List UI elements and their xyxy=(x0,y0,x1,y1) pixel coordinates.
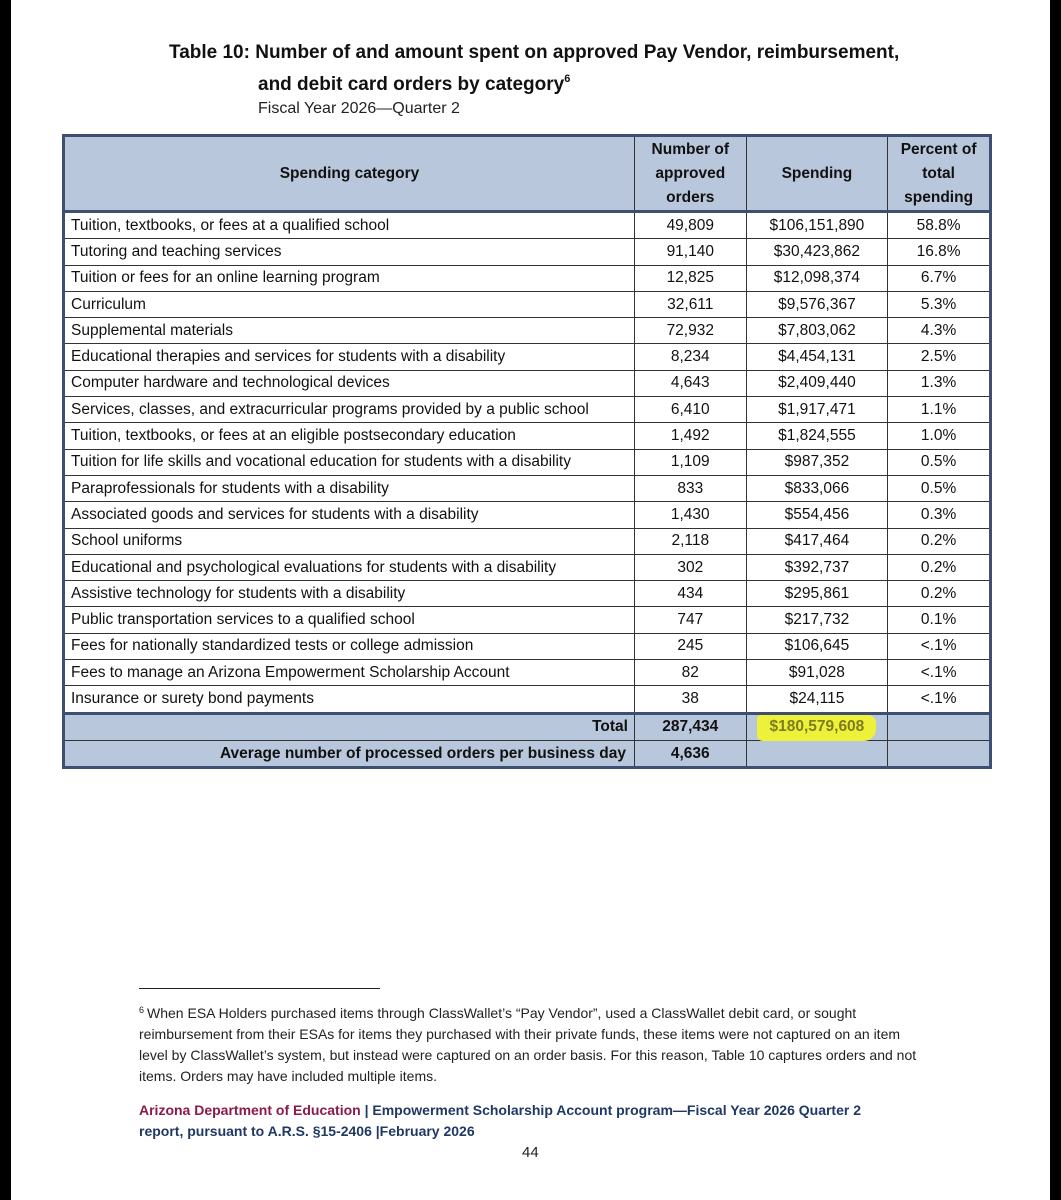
cell-spending: $91,028 xyxy=(746,660,888,686)
cell-percent: 0.5% xyxy=(888,449,991,475)
cell-category: Tuition, textbooks, or fees at an eligible postsecondary education xyxy=(64,423,635,449)
cell-orders: 6,410 xyxy=(634,397,746,423)
total-spending-highlight: $180,579,608 xyxy=(757,715,876,741)
table-title xyxy=(169,40,969,120)
header-orders-l3: orders xyxy=(666,188,715,206)
table-row xyxy=(64,370,991,396)
cell-orders: 38 xyxy=(634,686,746,713)
cell-spending: $833,066 xyxy=(746,475,888,501)
cell-category: Paraprofessionals for students with a disability xyxy=(64,475,635,501)
title-line-2 xyxy=(169,66,969,98)
cell-percent: 1.3% xyxy=(888,370,991,396)
table-row xyxy=(64,291,991,317)
cell-orders: 302 xyxy=(634,554,746,580)
footer-line-2: report, pursuant to A.R.S. §15-2406 |February 2026 xyxy=(139,1123,475,1139)
cell-orders: 4,643 xyxy=(634,370,746,396)
table-subtitle: Fiscal Year 2026—Quarter 2 xyxy=(258,100,460,117)
footer-program: Empowerment Scholarship Account program—Fiscal Year 2026 Quarter 2 xyxy=(372,1102,862,1118)
cell-orders: 1,109 xyxy=(634,449,746,475)
cell-spending: $9,576,367 xyxy=(746,291,888,317)
table-body xyxy=(64,212,991,768)
cell-category: Assistive technology for students with a disability xyxy=(64,581,635,607)
cell-category: Educational therapies and services for students with a disability xyxy=(64,344,635,370)
cell-spending: $12,098,374 xyxy=(746,265,888,291)
average-label: Average number of processed orders per business day xyxy=(64,740,635,767)
cell-percent: 58.8% xyxy=(888,212,991,239)
table-row xyxy=(64,633,991,659)
average-orders: 4,636 xyxy=(634,740,746,767)
spending-table xyxy=(62,134,992,769)
table-row xyxy=(64,239,991,265)
cell-percent: 4.3% xyxy=(888,318,991,344)
header-orders-l2: approved xyxy=(655,164,726,182)
cell-percent: 16.8% xyxy=(888,239,991,265)
table-row xyxy=(64,212,991,239)
cell-orders: 91,140 xyxy=(634,239,746,265)
cell-spending: $106,151,890 xyxy=(746,212,888,239)
cell-spending: $106,645 xyxy=(746,633,888,659)
table-row xyxy=(64,318,991,344)
total-row xyxy=(64,713,991,740)
cell-percent: <.1% xyxy=(888,633,991,659)
cell-percent: 5.3% xyxy=(888,291,991,317)
cell-percent: 0.3% xyxy=(888,502,991,528)
cell-percent: 0.2% xyxy=(888,528,991,554)
footer-dept: Arizona Department of Education xyxy=(139,1102,361,1118)
average-row xyxy=(64,740,991,767)
table-row xyxy=(64,528,991,554)
title-footnote-ref: 6 xyxy=(564,73,571,85)
table-row xyxy=(64,581,991,607)
table-row xyxy=(64,344,991,370)
total-label: Total xyxy=(64,713,635,740)
cell-category: Tuition or fees for an online learning program xyxy=(64,265,635,291)
cell-category: Tuition for life skills and vocational education for students with a disability xyxy=(64,449,635,475)
cell-category: Supplemental materials xyxy=(64,318,635,344)
cell-spending: $295,861 xyxy=(746,581,888,607)
page-footer xyxy=(139,1100,939,1142)
footnote-marker: 6 xyxy=(139,1005,145,1015)
table-row xyxy=(64,660,991,686)
cell-orders: 434 xyxy=(634,581,746,607)
cell-category: Computer hardware and technological devices xyxy=(64,370,635,396)
total-spending-cell xyxy=(746,713,888,740)
table-row xyxy=(64,265,991,291)
cell-orders: 8,234 xyxy=(634,344,746,370)
table-row xyxy=(64,449,991,475)
title-line-1: Table 10: Number of and amount spent on approved Pay Vendor, reimbursement, xyxy=(169,42,900,63)
header-orders-l1: Number of xyxy=(651,140,730,158)
cell-spending: $2,409,440 xyxy=(746,370,888,396)
cell-orders: 1,430 xyxy=(634,502,746,528)
cell-spending: $392,737 xyxy=(746,554,888,580)
cell-category: Services, classes, and extracurricular programs provided by a public school xyxy=(64,397,635,423)
cell-category: Fees for nationally standardized tests or college admission xyxy=(64,633,635,659)
footer-line-1 xyxy=(139,1100,939,1121)
title-line-2-text: and debit card orders by category xyxy=(258,74,565,95)
cell-orders: 245 xyxy=(634,633,746,659)
total-percent-empty xyxy=(888,713,991,740)
table-row xyxy=(64,686,991,713)
header-spending: Spending xyxy=(746,136,888,212)
header-spending-category: Spending category xyxy=(64,136,635,212)
cell-percent: 0.5% xyxy=(888,475,991,501)
cell-spending: $7,803,062 xyxy=(746,318,888,344)
header-percent-l2: total xyxy=(922,164,955,182)
cell-orders: 32,611 xyxy=(634,291,746,317)
cell-spending: $1,824,555 xyxy=(746,423,888,449)
header-percent-l1: Percent of xyxy=(900,140,977,158)
cell-spending: $30,423,862 xyxy=(746,239,888,265)
header-row xyxy=(64,136,991,212)
cell-orders: 833 xyxy=(634,475,746,501)
cell-category: Insurance or surety bond payments xyxy=(64,686,635,713)
cell-category: Educational and psychological evaluations for students with a disability xyxy=(64,554,635,580)
cell-spending: $554,456 xyxy=(746,502,888,528)
cell-category: Public transportation services to a qualified school xyxy=(64,607,635,633)
cell-percent: 0.1% xyxy=(888,607,991,633)
cell-spending: $217,732 xyxy=(746,607,888,633)
footer-separator: | xyxy=(360,1102,373,1118)
cell-category: Curriculum xyxy=(64,291,635,317)
cell-percent: 0.2% xyxy=(888,554,991,580)
cell-category: Associated goods and services for students with a disability xyxy=(64,502,635,528)
cell-category: Fees to manage an Arizona Empowerment Scholarship Account xyxy=(64,660,635,686)
cell-category: Tuition, textbooks, or fees at a qualified school xyxy=(64,212,635,239)
table-row xyxy=(64,607,991,633)
cell-category: Tutoring and teaching services xyxy=(64,239,635,265)
cell-orders: 82 xyxy=(634,660,746,686)
header-orders xyxy=(634,136,746,212)
cell-spending: $1,917,471 xyxy=(746,397,888,423)
cell-spending: $417,464 xyxy=(746,528,888,554)
table-row xyxy=(64,502,991,528)
cell-percent: 6.7% xyxy=(888,265,991,291)
footnote xyxy=(139,1000,929,1087)
table-row xyxy=(64,397,991,423)
average-spending-empty xyxy=(746,740,888,767)
footnote-divider xyxy=(139,988,380,989)
cell-orders: 1,492 xyxy=(634,423,746,449)
cell-spending: $4,454,131 xyxy=(746,344,888,370)
cell-percent: <.1% xyxy=(888,686,991,713)
left-black-border xyxy=(0,0,11,1200)
cell-percent: <.1% xyxy=(888,660,991,686)
average-percent-empty xyxy=(888,740,991,767)
cell-spending: $24,115 xyxy=(746,686,888,713)
header-percent xyxy=(888,136,991,212)
cell-category: School uniforms xyxy=(64,528,635,554)
cell-percent: 2.5% xyxy=(888,344,991,370)
cell-orders: 747 xyxy=(634,607,746,633)
header-percent-l3: spending xyxy=(904,188,974,206)
cell-percent: 1.0% xyxy=(888,423,991,449)
cell-orders: 49,809 xyxy=(634,212,746,239)
right-black-border xyxy=(1050,0,1061,1200)
table-row xyxy=(64,475,991,501)
page-number: 44 xyxy=(522,1144,539,1161)
cell-orders: 72,932 xyxy=(634,318,746,344)
cell-spending: $987,352 xyxy=(746,449,888,475)
cell-orders: 12,825 xyxy=(634,265,746,291)
table-row xyxy=(64,554,991,580)
footnote-text: When ESA Holders purchased items through ClassWallet’s “Pay Vendor”, used a ClassWallet debit card, or sought reimbursement from their ESAs for items they purchased with their private funds, these items were not captured on an item level by ClassWallet’s system, but instead were captured on an order basis. For this reason, Table 10 captures orders and not items. Orders may have included multiple items. xyxy=(139,1005,917,1084)
total-orders: 287,434 xyxy=(634,713,746,740)
table-row xyxy=(64,423,991,449)
cell-percent: 0.2% xyxy=(888,581,991,607)
cell-percent: 1.1% xyxy=(888,397,991,423)
cell-orders: 2,118 xyxy=(634,528,746,554)
